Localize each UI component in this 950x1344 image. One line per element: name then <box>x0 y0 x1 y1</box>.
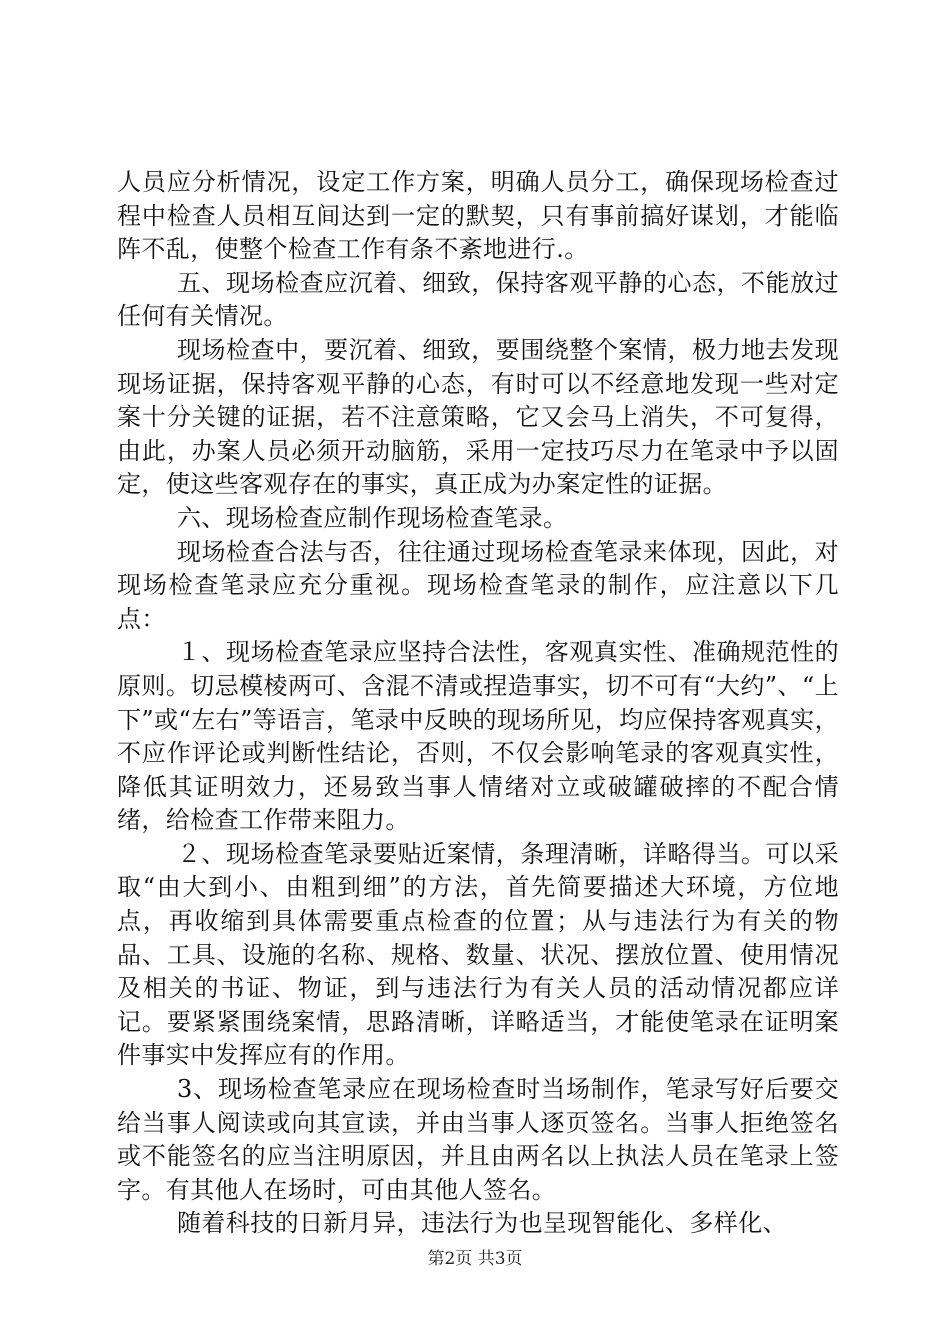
section-heading-six: 六、现场检查应制作现场检查笔录。 <box>177 503 568 532</box>
page-footer: 第2页 共3页 <box>427 1249 523 1269</box>
paragraph-section-five: 现场检查中，要沉着、细致，要围绕整个案情，极力地去发现现场证据，保持客观平静的心态，有时可以不经意地发现一些对定案十分关键的证据，若不注意策略，它又会马上消失，不可复得，由此，办案人员必须开动脑筋，采用一定技巧尽力在笔录中予以固定，使这些客观存在的事实，真正成为办案定性的证据。 <box>117 335 839 499</box>
paragraph-continuation: 人员应分析情况，设定工作方案，明确人员分工，确保现场检查过程中检查人员相互间达到一定的默契，只有事前搞好谋划，才能临阵不乱，使整个检查工作有条不紊地进行.。 <box>117 168 839 264</box>
document-body <box>117 166 839 1241</box>
paragraph-closing: 随着科技的日新月异，违法行为也呈现智能化、多样化、 <box>177 1209 787 1238</box>
section-heading-five: 五、现场检查应沉着、细致，保持客观平静的心态，不能放过任何有关情况。 <box>117 268 839 331</box>
list-item-1: １、现场检查笔录应坚持合法性，客观真实性、准确规范性的原则。切忌模棱两可、含混不清或捏造事实，切不可有“大约”、“上下”或“左右”等语言，笔录中反映的现场所见，均应保持客观真实，不应作评论或判断性结论，否则，不仅会影响笔录的客观真实性，降低其证明效力，还易致当事人情绪对立或破罐破摔的不配合情绪，给检查工作带来阻力。 <box>117 638 839 835</box>
list-item-2: ２、现场检查笔录要贴近案情，条理清晰，详略得当。可以采取“由大到小、由粗到细”的方法，首先简要描述大环境，方位地点，再收缩到具体需要重点检查的位置；从与违法行为有关的物品、工具、设施的名称、规格、数量、状况、摆放位置、使用情况及相关的书证、物证，到与违法行为有关人员的活动情况都应详记。要紧紧围绕案情，思路清晰，详略适当，才能使笔录在证明案件事实中发挥应有的作用。 <box>117 839 839 1070</box>
list-item-3: 3、现场检查笔录应在现场检查时当场制作，笔录写好后要交给当事人阅读或向其宣读，并由当事人逐页签名。当事人拒绝签名或不能签名的应当注明原因，并且由两名以上执法人员在笔录上签字。有其他人在场时，可由其他人签名。 <box>117 1075 839 1204</box>
paragraph-section-six-intro: 现场检查合法与否，往往通过现场检查笔录来体现，因此，对现场检查笔录应充分重视。现场检查笔录的制作，应注意以下几点： <box>117 537 839 633</box>
